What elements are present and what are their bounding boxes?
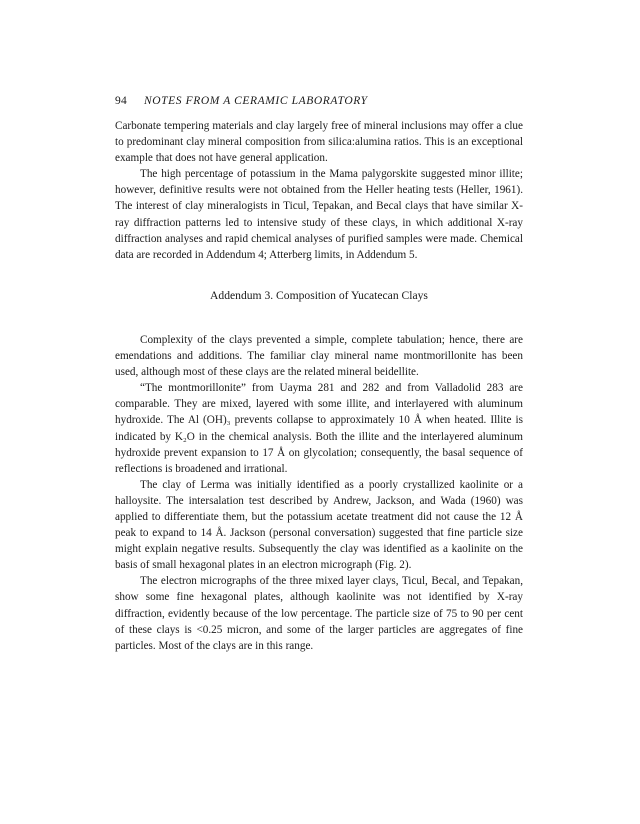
- body-text: [115, 118, 523, 654]
- paragraph: Complexity of the clays prevented a simple, complete tabulation; hence, there are emendations and additions. The familiar clay mineral name montmorillonite has been used, although most of these clays are the related mineral beidellite.: [115, 333, 523, 379]
- running-head: [115, 95, 368, 107]
- running-head-title: NOTES FROM A CERAMIC LABORATORY: [143, 95, 368, 107]
- paragraph: The electron micrographs of the three mixed layer clays, Ticul, Becal, and Tepakan, show some fine hexagonal plates, although kaolinite was not identified by X-ray diffraction, evidently because of the low percentage. The particle size of 75 to 90 per cent of these clays is <0.25 micron, and some of the larger particles are aggregates of fine particles. Most of the clays are in this range.: [115, 575, 523, 652]
- paragraph: The high percentage of potassium in the Mama palygorskite suggested minor illite; however, definitive results were not obtained from the Heller heating tests (Heller, 1961). The interest of clay mineralogists in Ticul, Tepakan, and Becal clays that have similar X-ray diffraction patterns led to intensive study of these clays, in which additional X-ray diffraction analyses and rapid chemical analyses of purified samples were made. Chemical data are recorded in Addendum 4; Atterberg limits, in Addendum 5.: [115, 168, 523, 261]
- paragraph: Carbonate tempering materials and clay largely free of mineral inclusions may offer a clue to predominant clay mineral composition from silica:alumina ratios. This is an exceptional example that does not have general application.: [115, 120, 523, 165]
- page-number: 94: [115, 95, 127, 107]
- paragraph: The clay of Lerma was initially identified as a poorly crystallized kaolinite or a halloysite. The intersalation test described by Andrew, Jackson, and Wada (1960) was applied to differentiate them, but the potassium acetate treatment did not cause the 12 Å peak to expand to 14 Å. Jackson (personal conversation) suggested that fine particle size might explain negative results. Subsequently the clay was identified as a kaolinite on the basis of small hexagonal plates in an electron micrograph (Fig. 2).: [115, 478, 523, 572]
- section-heading: Addendum 3. Composition of Yucatecan Clays: [210, 288, 428, 302]
- paragraph: “The montmorillonite” from Uayma 281 and 282 and from Valladolid 283 are comparable. They are mixed, layered with some illite, and interlayered with aluminum hydroxide. The Al (OH)₃ prevents collapse to approximately 10 Å when heated. Illite is indicated by K₂O in the chemical analysis. Both the illite and the interlayered aluminum hydroxide prevent expansion to 17 Å on glycolation; consequently, the basal sequence of reflections is broadened and irrational.: [115, 382, 523, 475]
